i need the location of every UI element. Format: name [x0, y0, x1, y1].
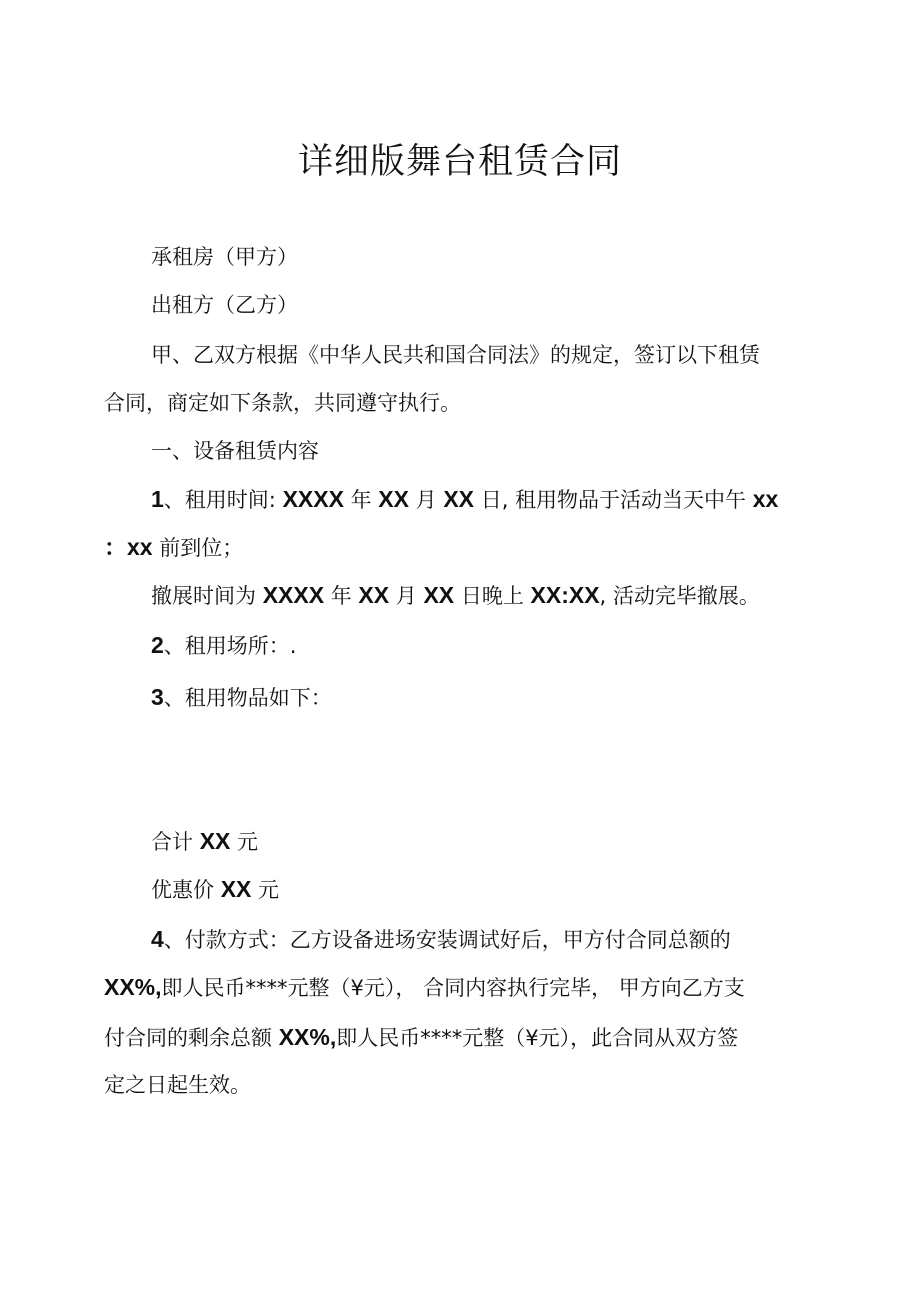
total-line	[151, 826, 258, 857]
item-1-label: 、租用时间:	[163, 488, 283, 512]
total-prefix: 合计	[151, 830, 200, 854]
lessee-line: 承租房（甲方）	[151, 245, 298, 269]
item-4-text-2: 即人民币****元整（¥元）， 合同内容执行完毕， 甲方向乙方支	[161, 976, 745, 1000]
discount-value: XX	[220, 876, 252, 902]
item-4-text-3-prefix: 付合同的剩余总额	[104, 1026, 279, 1050]
item-2-text: 、租用场所：.	[163, 634, 297, 658]
item-4-percent-1: XX%,	[104, 974, 162, 1000]
item-4-line-1	[151, 924, 731, 955]
teardown-month-unit: 月	[389, 584, 424, 608]
teardown-month: XX	[358, 582, 390, 608]
item-3-number: 3	[151, 684, 164, 710]
lessor-line: 出租方（乙方）	[151, 293, 298, 317]
item-4-text-3: 即人民币****元整（¥元），此合同从双方签	[336, 1026, 739, 1050]
item-1-day: XX	[443, 486, 475, 512]
item-4-line-4: 定之日起生效。	[104, 1073, 251, 1097]
item-1-tail: 前到位；	[152, 536, 244, 560]
teardown-prefix: 撤展时间为	[151, 584, 263, 608]
discount-line	[151, 874, 279, 905]
intro-line-1: 甲、乙双方根据《中华人民共和国合同法》的规定，签订以下租赁	[151, 343, 760, 367]
item-1-minute: xx	[127, 534, 153, 560]
discount-prefix: 优惠价	[151, 878, 221, 902]
total-unit: 元	[230, 830, 259, 854]
item-1-month: XX	[378, 486, 409, 512]
item-1-line-1	[151, 484, 778, 515]
section-1-heading: 一、设备租赁内容	[151, 439, 319, 463]
item-4-text-1: 、付款方式：乙方设备进场安装调试好后，甲方付合同总额的	[163, 928, 731, 952]
teardown-day: XX	[423, 582, 455, 608]
teardown-year: XXXX	[262, 582, 325, 608]
item-2-number: 2	[151, 632, 164, 658]
item-1-number: 1	[151, 486, 164, 512]
page-title: 详细版舞台租赁合同	[297, 142, 622, 182]
teardown-time: XX:XX	[530, 582, 600, 608]
item-1-month-unit: 月	[408, 488, 444, 512]
item-4-line-3	[104, 1022, 738, 1053]
item-4-number: 4	[151, 926, 164, 952]
teardown-year-unit: 年	[324, 584, 359, 608]
teardown-line	[151, 580, 760, 611]
item-2-line	[151, 630, 296, 661]
item-4-line-2	[104, 972, 745, 1003]
item-3-text: 、租用物品如下：	[163, 686, 332, 710]
item-1-year-unit: 年	[343, 488, 379, 512]
item-1-hour: xx	[752, 486, 779, 512]
discount-unit: 元	[251, 878, 280, 902]
teardown-day-unit: 日晚上	[454, 584, 531, 608]
item-1-line-2	[104, 532, 243, 563]
item-1-year: XXXX	[282, 486, 344, 512]
item-1-day-unit: 日, 租用物品于活动当天中午	[474, 488, 753, 512]
item-4-percent-2: XX%,	[278, 1024, 337, 1050]
item-3-line	[151, 682, 332, 713]
item-1-colon: ：	[104, 534, 127, 560]
total-value: XX	[199, 828, 231, 854]
intro-line-2: 合同，商定如下条款，共同遵守执行。	[104, 391, 461, 415]
teardown-tail: , 活动完毕撤展。	[599, 584, 760, 608]
